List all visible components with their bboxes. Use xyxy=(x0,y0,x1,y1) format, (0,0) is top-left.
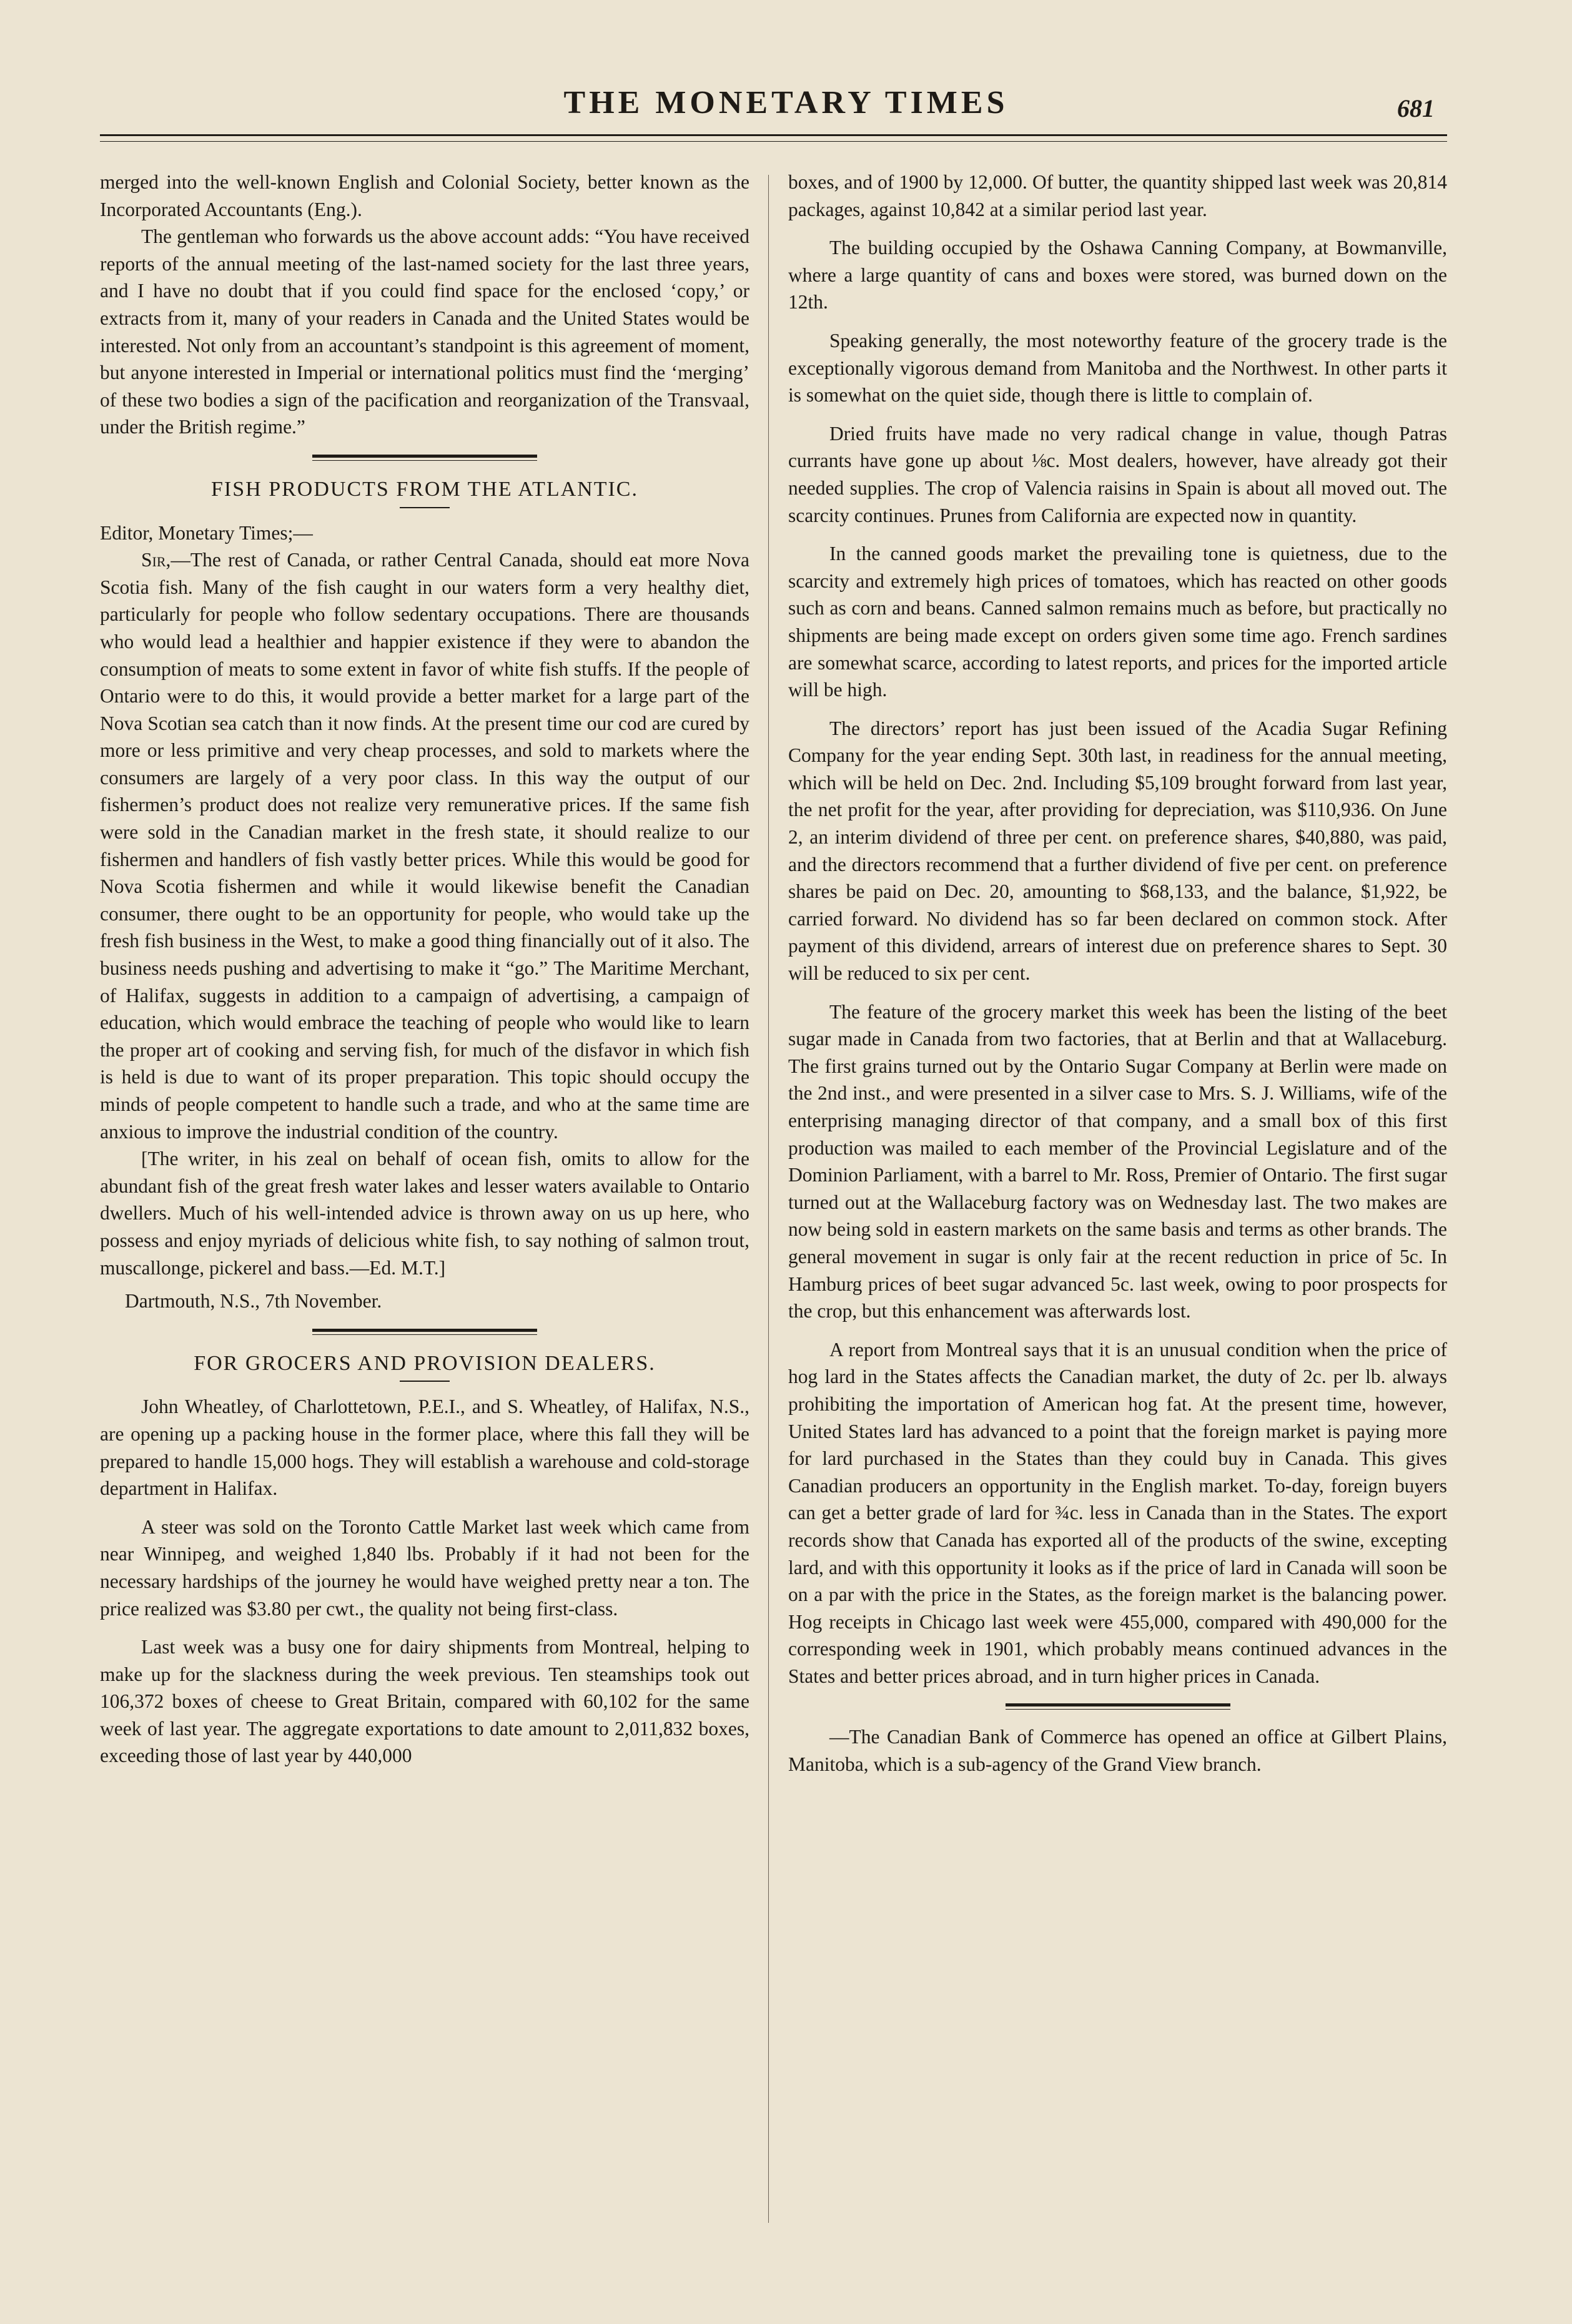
paragraph: merged into the well-known English and Colonial Society, better known as the Incorporated Accountants (Eng.). xyxy=(100,171,749,220)
sir-word: Sir, xyxy=(141,549,171,571)
header-rule-thin xyxy=(100,141,1447,142)
salutation: Editor, Monetary Times;— xyxy=(100,521,313,544)
paragraph: The directors’ report has just been issued of the Acadia Sugar Refining Company for the year ending Sept. 30th last, in readiness for the annual meeting, which will be held on Dec. 2nd. Including $5,109 brought forward from last year, the net profit for the year, after providing for depreciation, was $110,936. On June 2, an interim dividend of three per cent. on preference shares, $40,880, was paid, and the directors recommend that a further dividend of five per cent. on preference shares be paid on Dec. 20, amounting to $68,133, and the balance, $1,922, be carried forward. No dividend has so far been declared on common stock. After payment of this dividend, arrears of interest due on preference shares to Sept. 30 will be reduced to six per cent. xyxy=(788,717,1447,985)
left-column xyxy=(100,169,749,1770)
paragraph: A report from Montreal says that it is an unusual condition when the price of hog lard in the States affects the Canadian market, the duty of 2c. per lb. always prohibiting the importation of American hog fat. At the present time, however, United States lard has advanced to a point that the foreign market is paying more for lard purchased in the States than they could buy in Canada. This gives Canadian producers an opportunity in the English market. To-day, foreign buyers can get a better grade of lard for ¾c. less in Canada than in the States. The export records show that Canada has exported all of the products of the swine, excepting lard, and with this opportunity it looks as if the price of lard in Canada will soon be on a par with the price in the States, as the foreign market is the balancing power. Hog receipts in Chicago last week were 455,000, compared with 490,000 for the corresponding week in 1901, which probably means continued advances in the States and better prices abroad, and in turn higher prices in Canada. xyxy=(788,1338,1447,1687)
header-rule xyxy=(100,134,1447,136)
paragraph xyxy=(100,546,749,1145)
right-column xyxy=(788,169,1447,1778)
section-divider xyxy=(312,1329,537,1335)
page-number: 681 xyxy=(1397,94,1435,122)
paragraph: —The Canadian Bank of Commerce has opened an office at Gilbert Plains, Manitoba, which is a sub-agency of the Grand View branch. xyxy=(788,1726,1447,1776)
dateline: Dartmouth, N.S., 7th November. xyxy=(125,1290,382,1312)
short-divider xyxy=(400,1381,450,1382)
paragraph: Speaking generally, the most noteworthy feature of the grocery trade is the exceptionally vigorous demand from Manitoba and the Northwest. In other parts it is somewhat on the quiet side, though there is little to complain of. xyxy=(788,329,1447,406)
section-divider xyxy=(312,455,537,461)
paragraph: The gentleman who forwards us the above account adds: “You have received reports of the annual meeting of the last-named society for the last three years, and I have no doubt that if you could find space for the enclosed ‘copy,’ or extracts from it, many of your readers in Canada and the United States would be interested. Not only from an accountant’s standpoint is this agreement of moment, but anyone interested in Imperial or international politics must find the ‘merging’ of these two bodies a sign of the pacification and reorganization of the Transvaal, under the British regime.” xyxy=(100,225,749,438)
heading-grocers: FOR GROCERS AND PROVISION DEALERS. xyxy=(194,1351,656,1375)
paragraph-body: —The rest of Canada, or rather Central Canada, should eat more Nova Scotia fish. Many of the fish caught in our waters form a very healthy diet, particularly for people who follow sedentary occupations. There are thousands who would lead a healthier and happier existence if they were to abandon the consumption of meats to some extent in favor of white fish stuffs. If the people of Ontario were to do this, it would provide a better market for a large part of the Nova Scotian sea catch than it now finds. At the present time our cod are cured by more or less primitive and very cheap processes, and sold to markets where the consumers are largely of a very poor class. In this way the output of our fishermen’s product does not realize very remunerative prices. If the same fish were sold in the Canadian market in the fresh state, it should realize to our fishermen and handlers of fish vastly better prices. While this would be good for Nova Scotia fishermen and while it would likewise benefit the Canadian consumer, there ought to be an opportunity for people, who would take up the fresh fish business in the West, to make a good thing financially out of it also. The business needs pushing and advertising to make it “go.” The Maritime Merchant, of Halifax, suggests in addition to a campaign of advertising, a campaign of education, which would embrace the teaching of people who would like to learn the proper art of cooking and serving fish, for much of the disfavor in which fish is held is due to want of its proper preparation. This topic should occupy the minds of people competent to handle such a trade, and who at the same time are anxious to improve the industrial condition of the country. xyxy=(100,549,749,1143)
paragraph: The feature of the grocery market this week has been the listing of the beet sugar made in Canada from two factories, that at Berlin and that at Wallaceburg. The first grains turned out by the Ontario Sugar Company at Berlin were made on the 2nd inst., and were presented in a silver case to Mrs. S. J. Williams, wife of the enterprising managing director of that company, and a small box of this first production was mailed to each member of the Provincial Legislature and of the Dominion Parliament, with a barrel to Mr. Ross, Premier of Ontario. The first sugar turned out at the Wallaceburg factory was on Wednesday last. The two makes are now being sold in eastern markets on the same basis and terms as other brands. The general movement in sugar is only fair at the recent reduction in price of 5c. In Hamburg prices of beet sugar advanced 5c. last week, owing to poor prospects for the crop, but this enhancement was afterwards lost. xyxy=(788,1000,1447,1322)
paragraph: A steer was sold on the Toronto Cattle Market last week which came from near Winnipeg, and weighed 1,840 lbs. Probably if it had not been for the necessary hardships of the journey he would have weighed pretty near a ton. The price realized was $3.80 per cwt., the quality not being first-class. xyxy=(100,1515,749,1620)
paragraph: Last week was a busy one for dairy shipments from Montreal, helping to make up for the slackness during the week previous. Ten steamships took out 106,372 boxes of cheese to Great Britain, compared with 60,102 for the same week of last year. The aggregate exportations to date amount to 2,011,832 boxes, exceeding those of last year by 440,000 xyxy=(100,1636,749,1767)
paragraph: John Wheatley, of Charlottetown, P.E.I., and S. Wheatley, of Halifax, N.S., are opening up a packing house in the former place, where this fall they will be prepared to handle 15,000 hogs. They will establish a warehouse and cold-storage department in Halifax. xyxy=(100,1396,749,1500)
paragraph: Dried fruits have made no very radical change in value, though Patras currants have gone up about ⅛c. Most dealers, however, have already got their needed supplies. The crop of Valencia raisins in Spain is about all moved out. The scarcity continues. Prunes from California are expected now in quantity. xyxy=(788,422,1447,526)
paragraph: The building occupied by the Oshawa Canning Company, at Bowmanville, where a large quantity of cans and boxes were stored, was burned down on the 12th. xyxy=(788,237,1447,313)
paragraph: boxes, and of 1900 by 12,000. Of butter, the quantity shipped last week was 20,814 packages, against 10,842 at a similar period last year. xyxy=(788,171,1447,220)
heading-fish-products: FISH PRODUCTS FROM THE ATLANTIC. xyxy=(211,477,638,501)
section-divider xyxy=(1006,1703,1230,1710)
short-divider xyxy=(400,507,450,508)
masthead-title: THE MONETARY TIMES xyxy=(563,85,1009,121)
paragraph: [The writer, in his zeal on behalf of ocean fish, omits to allow for the abundant fish of the great fresh water lakes and lesser waters available to Ontario dwellers. Much of his well-intended advice is thrown away on us up here, who possess and enjoy myriads of delicious white fish, to say nothing of salmon trout, muscallonge, pickerel and bass.—Ed. M.T.] xyxy=(100,1148,749,1279)
paragraph: In the canned goods market the prevailing tone is quietness, due to the scarcity and extremely high prices of tomatoes, which has reacted on other goods such as corn and beans. Canned salmon remains much as before, but practically no shipments are being made except on orders given some time ago. French sardines are somewhat scarce, according to latest reports, and prices for the imported article will be high. xyxy=(788,543,1447,701)
column-divider xyxy=(768,175,769,2223)
